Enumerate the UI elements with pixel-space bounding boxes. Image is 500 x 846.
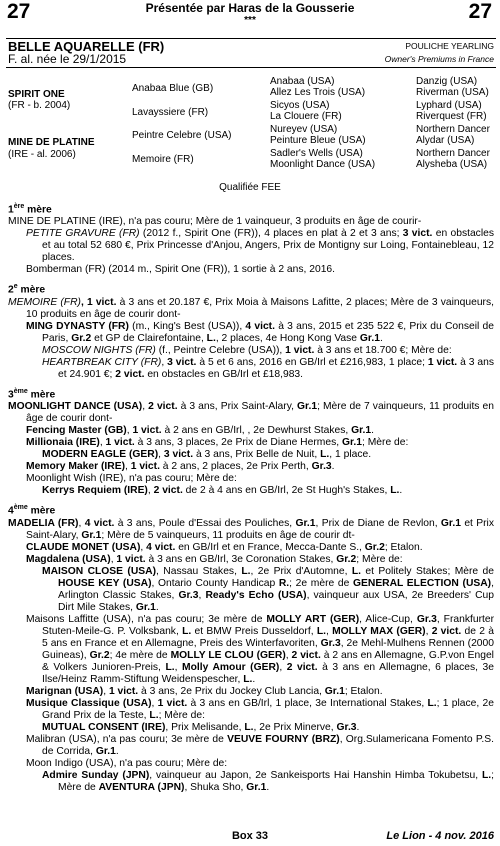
horse-ref: VEUVE FOURNY (BRZ) [227, 733, 340, 745]
entry-text: . [371, 425, 374, 437]
entry-text: , 1 place. [329, 449, 372, 461]
entry-text: . [356, 721, 360, 733]
wins: 1 vict. [116, 553, 146, 565]
wins: 2 vict. [148, 401, 178, 413]
pedigree-table [6, 72, 500, 177]
gggp-7: Northern Dancer [416, 148, 490, 159]
horse-ref: Admire Sunday (JPN) [42, 769, 150, 781]
qualification-note: Qualifiée FEE [219, 182, 281, 193]
wins: 1 vict. [132, 425, 162, 437]
horse-birth-line: F. al. née le 29/1/2015 [8, 52, 127, 66]
granddam-1: Lavayssiere (FR) [132, 107, 209, 118]
grade: Gr.2 [89, 649, 110, 661]
section-word: mère [27, 389, 56, 401]
entry-ming-dynasty [8, 321, 494, 345]
wins: 2 vict. [115, 368, 145, 380]
entry-text: à 2 ans en Allemagne, G.P.von Engel & Volkers Junioren-Preis, [42, 649, 494, 673]
gggp-1: Danzig (USA) [416, 76, 478, 87]
entry-text: à 3 ans et 20.187 €, Prix Moia à Maisons Lafitte, 2 places; Mère de 3 vainqueurs, 10 produits en âge de courir dont- [26, 296, 494, 320]
grade: Gr.3 [336, 721, 357, 733]
sire-name: SPIRIT ONE [8, 89, 65, 100]
ggp-6: Peinture Bleue (USA) [270, 135, 366, 146]
gggp-8: Alysheba (USA) [416, 159, 488, 170]
ggp-4: La Clouere (FR) [270, 111, 342, 122]
horse-ref: Marignan (USA) [26, 685, 104, 697]
entry-text: Moon Indigo (USA), n'a pas couru; Mère de: [26, 757, 228, 769]
horse-ref: Musique Classique (USA) [26, 697, 152, 709]
section-number: 4 [8, 505, 14, 517]
horse-ref: MING DYNASTY (FR) [26, 320, 129, 332]
wins: 1 vict. [105, 437, 135, 449]
grade: L. [351, 565, 362, 577]
wins: 2 vict. [431, 625, 462, 637]
wins: 1 vict. [130, 461, 160, 473]
entry-text: et Politely Stakes; Mère de [361, 565, 494, 577]
section-number: 1 [8, 204, 14, 216]
section-word: mère [24, 204, 52, 216]
entry-text: . [252, 673, 256, 685]
section-sup: ème [13, 387, 28, 395]
grade: Gr.1 [246, 781, 267, 793]
grade: Gr.3 [178, 589, 199, 601]
entry-text: en obstacles et au total 52 680 €, Prix Princesse d'Anjou, Angers, Prix de Montigny sur Loing, Fontainebleau, 12 places. [42, 228, 494, 264]
owners-premiums: Owner's Premiums in France [384, 54, 494, 64]
horse-ref: MEMOIRE (FR) [8, 296, 81, 308]
horse-ref: Molly Amour (GER) [182, 661, 280, 673]
entry-text: ; Mère de: [356, 553, 403, 565]
section-word: mère [17, 284, 46, 296]
wins: 1 vict. [285, 344, 315, 356]
entry-text: . [155, 601, 159, 613]
entry-text: , [158, 449, 164, 461]
entry-text: , 2e Prix d'Automne, [250, 565, 352, 577]
consignor-title: Présentée par Haras de la Gousserie [145, 1, 355, 15]
entry-mutual-consent [8, 722, 494, 734]
entry-petite-gravure [8, 228, 494, 264]
section-2e-mere [8, 281, 494, 296]
grade: L. [182, 625, 192, 637]
entry-text: en GB/Irl et en France, Mecca-Dante S., [175, 541, 365, 553]
section-word: mère [27, 505, 56, 517]
gggp-6: Alydar (USA) [416, 135, 475, 146]
box-number: Box 33 [231, 830, 269, 842]
horse-name: BELLE AQUARELLE (FR) [8, 39, 165, 54]
entry-text: . [399, 485, 403, 497]
wins: 2 vict. [286, 661, 318, 673]
section-1ere-mere [8, 201, 494, 216]
horse-ref: MOSCOW NIGHTS (FR) [42, 344, 156, 356]
entry-text: à 3 ans en GB/Irl, 1 place, 3e International Stakes, [187, 697, 428, 709]
horse-ref: Kerrys Requiem (IRE) [42, 485, 148, 497]
entry-text: , Frankfurter Stuten-Meile-G. P. Volksbank, [42, 613, 495, 637]
grade: Gr.2 [71, 332, 92, 344]
grade: Gr.1 [341, 437, 362, 449]
horse-ref: MADELIA (FR) [8, 517, 79, 529]
entry-text: , Arlington Classic Stakes, [58, 577, 494, 601]
grade: L. [241, 565, 251, 577]
entry-text: ; 1 place, 2e Grand Prix de la Teste, [42, 697, 494, 721]
horse-ref: MOONLIGHT DANCE (USA) [8, 401, 143, 413]
wins: 3 vict. [167, 356, 197, 368]
gggp-4: Riverquest (FR) [416, 111, 487, 122]
entry-text: . [115, 745, 119, 757]
grade: L. [481, 769, 492, 781]
entry-text: à 3 ans, 2e Prix du Jockey Club Lancia, [138, 685, 325, 697]
entry-text: , vainqueur au Japon, 2e Sankeisports Hai Hanshin Himba Tokubetsu, [149, 769, 482, 781]
ggp-8: Moonlight Dance (USA) [270, 159, 376, 170]
section-sup: e [13, 283, 18, 291]
grade: L. [390, 485, 400, 497]
entry-text: , [325, 625, 333, 637]
section-3e-mere [8, 386, 494, 401]
entry-text: . [266, 781, 270, 793]
entry-moscow-nights [8, 345, 494, 357]
entry-text: à 3 ans, Poule d'Essai des Pouliches, [114, 517, 296, 529]
wins: , 1 vict. [80, 296, 117, 308]
wins: 2 vict. [153, 485, 183, 497]
entry-moonlight-dance [8, 401, 494, 425]
section-sup: ère [13, 203, 25, 210]
grade: L. [243, 673, 253, 685]
entry-kerrys-requiem [8, 485, 494, 497]
horse-ref: PETITE GRAVURE (FR) [26, 228, 140, 240]
ggp-5: Nureyev (USA) [270, 124, 338, 135]
entry-text: , Alice-Cup, [359, 613, 417, 625]
grade: Gr.1 [359, 332, 380, 344]
entry-text: à 3 ans en GB/Irl, 3e Coronation Stakes, [145, 553, 337, 565]
entry-text: à 2 ans, 2 places, 2e Prix Perth, [159, 461, 312, 473]
entry-text: ; Mère de: [361, 437, 409, 449]
entry-dam [8, 216, 494, 228]
entry-madelia [8, 518, 494, 542]
wins: 4 vict. [146, 541, 176, 553]
wins: 1 vict. [157, 697, 188, 709]
entry-text: à 3 ans, Prix Saint-Alary, [177, 401, 298, 413]
entry-text: Maisons Laffitte (USA), n'a pas couru; 3e mère de [26, 613, 267, 625]
horse-header-box [6, 38, 496, 68]
sire-info: (FR - b. 2004) [8, 100, 71, 111]
entry-text: ; Mère de [58, 769, 495, 793]
ggp-3: Sicyos (USA) [270, 100, 330, 111]
entry-text: ; Etalon. [384, 541, 423, 553]
entry-text: . [379, 332, 383, 344]
entry-text: , 2 places, 4e Hong Kong Vase [215, 332, 360, 344]
entry-malibran [8, 734, 494, 758]
entry-maison-close [8, 566, 494, 614]
entry-text: ; Mère de 5 vainqueurs, 11 produits en âge de courir dt- [101, 529, 355, 541]
horse-ref: MOLLY LE CLOU (GER) [170, 649, 286, 661]
horse-ref: MUTUAL CONSENT (IRE) [42, 721, 166, 733]
grade: Gr.1 [81, 529, 102, 541]
entry-text: , [425, 625, 432, 637]
grade: L. [320, 449, 330, 461]
entry-text: et GP de Clairefontaine, [91, 332, 207, 344]
entry-text: , Prix de Diane de Revlon, [315, 517, 441, 529]
entry-fencing-master [8, 425, 494, 437]
ggp-2: Allez Les Trois (USA) [270, 87, 366, 98]
entry-millionaia [8, 437, 494, 449]
grade: L. [244, 721, 254, 733]
entry-text: , [140, 541, 147, 553]
lot-number-left: 27 [7, 0, 31, 23]
horse-ref: Magdalena (USA) [26, 553, 111, 565]
entry-admire-sunday [8, 770, 494, 794]
entry-memoire [8, 297, 494, 321]
wins: 1 vict. [427, 356, 458, 368]
entry-text: , [151, 697, 158, 709]
entry-moonlight-wish [8, 473, 494, 485]
grandsire-1: Anabaa Blue (GB) [132, 83, 214, 94]
wins: 4 vict. [245, 320, 275, 332]
horse-ref: Millionaia (IRE) [26, 437, 100, 449]
entry-text: , 2e Mehl-Mulhens Rennen (2000 Guineas), [42, 637, 494, 661]
entry-text: à 3 ans et 24.901 €; [58, 356, 494, 380]
entry-text: , Org.Sulamericana Fomento P.S. de Corrida, [42, 733, 494, 757]
entry-marignan [8, 686, 494, 698]
entry-text: , Ontario County Handicap [151, 577, 279, 589]
entry-text: (f., Peintre Celebre (USA)), [155, 344, 286, 356]
grade: L. [316, 625, 326, 637]
entry-text: , Nassau Stakes, [156, 565, 242, 577]
sale-date: Le Lion - 4 nov. 2016 [386, 830, 494, 842]
entry-text: ; 4e mère de [109, 649, 171, 661]
entry-magdalena [8, 554, 494, 566]
grade: Gr.3 [320, 637, 341, 649]
entry-text: . [331, 461, 335, 473]
grade: Gr.1 [440, 517, 461, 529]
section-4e-mere [8, 502, 494, 517]
grade: L. [427, 697, 437, 709]
entry-text: à 3 ans en Allemagne, 6 places, 3e Ilse/Heinz Ramm-Stiftung Weidenspescher, [42, 661, 494, 685]
horse-ref: MOLLY MAX (GER) [332, 625, 426, 637]
entry-text: , [161, 356, 168, 368]
entry-text: et Prix Saint-Alary, [26, 517, 494, 541]
grade: R. [278, 577, 290, 589]
entry-text: , [99, 437, 106, 449]
grade: Gr.1 [324, 685, 345, 697]
entry-claude-monet [8, 542, 494, 554]
granddam-2: Memoire (FR) [132, 154, 194, 165]
ggp-1: Anabaa (USA) [270, 76, 335, 87]
wins: 3 vict. [163, 449, 194, 461]
ggp-7: Sadler's Wells (USA) [270, 148, 363, 159]
entry-text: Bomberman (FR) (2014 m., Spirit One (FR)), 1 sortie à 2 ans, 2016. [26, 264, 336, 276]
entry-text: ; Etalon. [344, 685, 383, 697]
entry-text: , 2e Prix Minerve, [253, 721, 337, 733]
entry-maisons-laffitte [8, 614, 494, 686]
horse-ref: GENERAL ELECTION (USA) [353, 577, 492, 589]
entry-text: , [279, 661, 287, 673]
horse-ref: Ready's Echo (USA) [205, 589, 307, 601]
entry-text: , [198, 589, 206, 601]
section-sup: ème [13, 504, 28, 512]
section-number: 2 [8, 284, 14, 296]
dam-name: MINE DE PLATINE [8, 137, 95, 148]
horse-category: POULICHE YEARLING [405, 41, 494, 51]
entry-text: , [125, 461, 131, 473]
entry-text: , [174, 661, 182, 673]
grade: Gr.1 [135, 601, 156, 613]
entry-text: à 2 ans en GB/Irl, , 2e Dewhurst Stakes, [161, 425, 352, 437]
entry-text: à 5 et 6 ans, 2016 en GB/Irl et £216,983, 1 place; [196, 356, 428, 368]
horse-ref: Memory Maker (IRE) [26, 461, 125, 473]
grade: Gr.2 [336, 553, 357, 565]
entry-text: MINE DE PLATINE (IRE), n'a pas couru; Mère de 1 vainqueur, 3 produits en âge de courir- [8, 216, 422, 228]
entry-text: à 3 ans, 2015 et 235 522 €, Prix du Conseil de Paris, [42, 320, 494, 344]
grade: Gr.1 [297, 401, 318, 413]
entry-text: à 3 ans, Prix Belle de Nuit, [193, 449, 321, 461]
entry-text: de 2 à 4 ans en GB/Irl, 2e St Hugh's Stakes, [182, 485, 391, 497]
horse-ref: MAISON CLOSE (USA) [42, 565, 157, 577]
lot-number-right: 27 [468, 0, 492, 23]
entry-text: , [142, 401, 149, 413]
grade: L. [206, 332, 216, 344]
wins: 2 vict. [291, 649, 321, 661]
entry-text: , Shuka Sho, [184, 781, 247, 793]
gggp-2: Riverman (USA) [416, 87, 489, 98]
entry-text: , [103, 685, 109, 697]
entry-text: et BMW Preis Dusseldorf, [191, 625, 317, 637]
horse-ref: HEARTBREAK CITY (FR) [42, 356, 162, 368]
horse-ref: AVENTURA (JPN) [98, 781, 185, 793]
entry-text: ; 2e mère de [289, 577, 353, 589]
wins: 3 vict. [402, 228, 433, 240]
entry-text: (m., King's Best (USA)), [128, 320, 246, 332]
entry-text: , [110, 553, 117, 565]
horse-ref: CLAUDE MONET (USA) [26, 541, 141, 553]
page-header [0, 0, 500, 30]
entry-memory-maker [8, 461, 494, 473]
entry-text: ; Mère de 7 vainqueurs, 11 produits en âge de courir dont- [26, 401, 494, 425]
horse-ref: MOLLY ART (GER) [266, 613, 360, 625]
entry-text: , [285, 649, 292, 661]
entry-text: à 3 ans et 18.700 €; Mère de: [314, 344, 452, 356]
entry-bomberman [8, 264, 494, 276]
entry-text: , Prix Melisande, [165, 721, 245, 733]
grade: Gr.2 [364, 541, 385, 553]
entry-text: en obstacles en GB/Irl et £18,983. [144, 368, 304, 380]
grade: L. [165, 661, 175, 673]
entry-text: , vainqueur aux USA, 2e Breeders' Cup Dirt Mile Stakes, [58, 589, 494, 613]
entry-text: à 3 ans, 3 places, 2e Prix de Diane Hermes, [134, 437, 342, 449]
horse-ref: HOUSE KEY (USA) [58, 577, 152, 589]
grade: Gr.1 [295, 517, 316, 529]
grade: Gr.1 [95, 745, 116, 757]
horse-ref: MODERN EAGLE (GER) [42, 449, 159, 461]
dam-info: (IRE - al. 2006) [8, 149, 76, 160]
gggp-3: Lyphard (USA) [416, 100, 482, 111]
produce-record [8, 196, 494, 794]
entry-text: de 2 à 5 ans en France et en Allemagne, Preis des Winterfavoriten, [42, 625, 494, 649]
grade: Gr.3 [311, 461, 332, 473]
grade: Gr.1 [351, 425, 372, 437]
grade: Gr.3 [416, 613, 437, 625]
entry-text: , [78, 517, 85, 529]
wins: 1 vict. [108, 685, 139, 697]
entry-heartbreak-city [8, 357, 494, 381]
grandsire-2: Peintre Celebre (USA) [132, 130, 232, 141]
grade: L. [149, 709, 159, 721]
entry-text: , [126, 425, 133, 437]
header-stars: *** [244, 15, 256, 26]
section-number: 3 [8, 389, 14, 401]
gggp-5: Northern Dancer [416, 124, 490, 135]
entry-text: Malibran (USA), n'a pas couru; 3e mère de [26, 733, 228, 745]
entry-moon-indigo [8, 758, 494, 770]
entry-musique-classique [8, 698, 494, 722]
page-footer [0, 830, 500, 844]
entry-text: ; Mère de: [158, 709, 205, 721]
entry-text: , [147, 485, 154, 497]
entry-text: (2012 f., Spirit One (FR)), 4 places en plat à 2 et 3 ans; [139, 228, 403, 240]
horse-ref: Fencing Master (GB) [26, 425, 127, 437]
wins: 4 vict. [84, 517, 115, 529]
entry-text: Moonlight Wish (IRE), n'a pas couru; Mère de: [26, 473, 237, 485]
entry-modern-eagle [8, 449, 494, 461]
